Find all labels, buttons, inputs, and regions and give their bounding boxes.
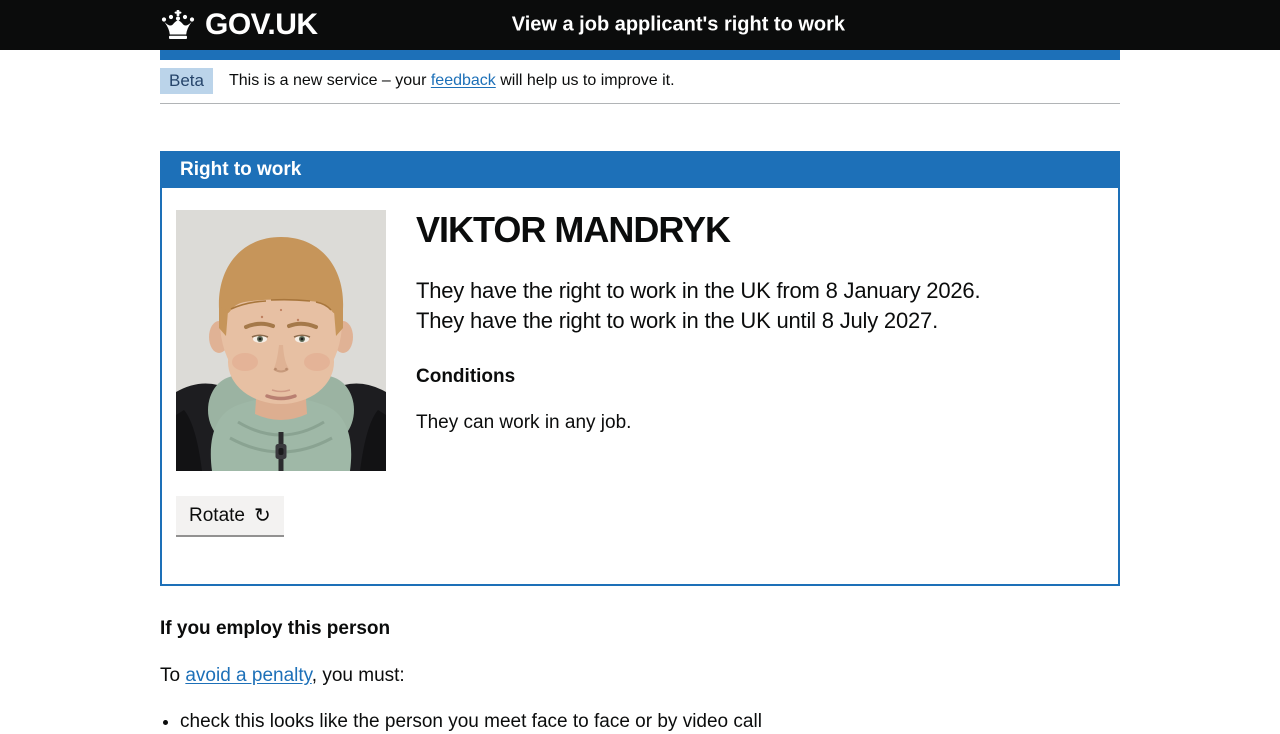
employer-checklist: [160, 709, 1120, 734]
conditions-text: They can work in any job.: [416, 412, 632, 433]
avoid-penalty-link[interactable]: avoid a penalty: [185, 665, 312, 686]
phase-banner: [160, 60, 1120, 104]
result-details: [416, 210, 980, 435]
panel-body: [160, 188, 1120, 586]
checklist-item: • check this looks like the person you meet face to face or by video call: [180, 709, 1120, 734]
govuk-logo-text: GOV.UK: [205, 8, 318, 41]
right-from-text: They have the right to work in the UK from 8 January 2026.: [416, 278, 981, 303]
panel-header: [160, 151, 1120, 188]
penalty-text-after: , you must:: [311, 665, 405, 686]
feedback-link[interactable]: feedback: [430, 72, 496, 89]
applicant-photo: [176, 210, 386, 471]
service-name-link[interactable]: View a job applicant's right to work: [511, 13, 846, 36]
panel-title: Right to work: [180, 159, 302, 180]
phase-banner-text: [229, 72, 675, 90]
penalty-text-before: To: [160, 665, 186, 686]
right-to-work-panel: [160, 151, 1120, 586]
govuk-header: [0, 0, 1280, 50]
employ-heading: If you employ this person: [160, 618, 391, 639]
crown-icon: [160, 10, 196, 40]
right-until-text: They have the right to work in the UK until 8 July 2027.: [416, 308, 938, 333]
main-content: [160, 151, 1120, 734]
header-blue-strip: [160, 50, 1120, 60]
rotate-button[interactable]: [176, 496, 284, 535]
beta-tag: Beta: [160, 68, 213, 94]
rotate-icon: ↻: [253, 504, 271, 527]
phase-text-before: This is a new service – your: [228, 72, 431, 89]
phase-text-after: will help us to improve it.: [495, 72, 675, 89]
applicant-name: VIKTOR MANDRYK: [416, 209, 731, 250]
govuk-logo[interactable]: [160, 8, 318, 42]
penalty-text: [160, 663, 1120, 688]
photo-column: [176, 210, 386, 535]
rotate-button-label: Rotate: [189, 505, 245, 526]
conditions-heading: Conditions: [416, 366, 516, 387]
